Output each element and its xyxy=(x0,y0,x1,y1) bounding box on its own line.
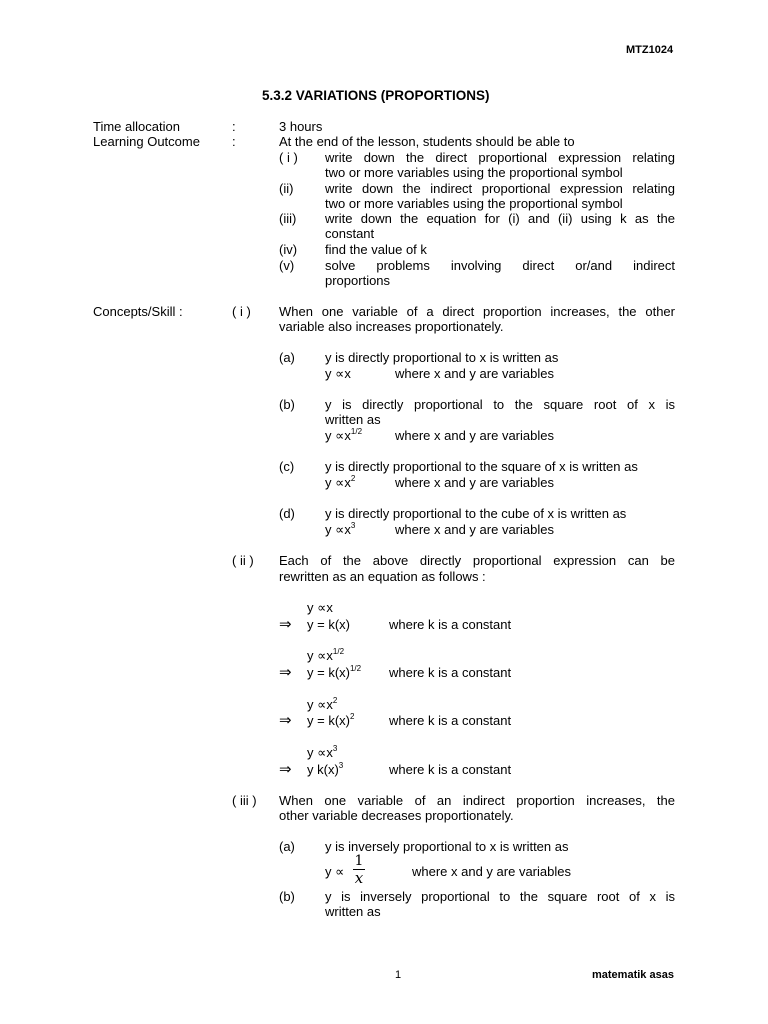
variables-note: where x and y are variables xyxy=(412,864,571,879)
fraction-numerator: 1 xyxy=(354,853,364,869)
item-text: written as xyxy=(325,412,381,427)
section-text: other variable decreases proportionately. xyxy=(279,808,514,823)
outcome-line: find the value of k xyxy=(325,242,427,257)
equation: $y = k(x)^2$ xyxy=(307,711,355,728)
implies-arrow: ⇒ xyxy=(279,712,292,729)
time-allocation-colon: : xyxy=(232,119,236,134)
proportion-expression: $y \propto x^{1/2}$ xyxy=(325,426,363,443)
fraction-denominator: x xyxy=(354,869,364,887)
section-text: When one variable of an indirect proportion increases, the xyxy=(279,793,675,808)
learning-outcome-intro: At the end of the lesson, students should be able to xyxy=(279,134,575,149)
implies-arrow: ⇒ xyxy=(279,761,292,778)
item-letter: (a) xyxy=(279,350,295,365)
item-text: y is directly proportional to the square root of x is xyxy=(325,397,675,412)
concepts-label: Concepts/Skill : xyxy=(93,304,183,319)
equation: y $k(x)^3$ xyxy=(307,760,344,777)
variables-note: where x and y are variables xyxy=(395,366,554,381)
outcome-line: two or more variables using the proportional symbol xyxy=(325,196,623,211)
item-text: y is inversely proportional to x is written as xyxy=(325,839,569,854)
page-title: 5.3.2 VARIATIONS (PROPORTIONS) xyxy=(262,88,490,103)
outcome-num: (iv) xyxy=(279,242,298,257)
section-text: Each of the above directly proportional expression can be xyxy=(279,553,675,568)
footer-brand: matematik asas xyxy=(592,969,674,981)
variables-note: where x and y are variables xyxy=(395,475,554,490)
section-num: ( ii ) xyxy=(232,553,254,568)
item-text: y is inversely proportional to the square root of x is xyxy=(325,889,675,904)
document-code: MTZ1024 xyxy=(626,44,674,56)
item-text: y is directly proportional to x is written as xyxy=(325,350,559,365)
proportion-expression: $y \propto x^2$ xyxy=(307,695,338,712)
constant-note: where k is a constant xyxy=(389,762,512,777)
outcome-line: write down the equation for (i) and (ii) using k as the xyxy=(325,211,675,226)
implies-arrow: ⇒ xyxy=(279,664,292,681)
outcome-line: write down the direct proportional expression relating xyxy=(325,150,675,165)
outcome-line: two or more variables using the proportional symbol xyxy=(325,165,623,180)
proportion-expression: $y \propto x^2$ xyxy=(325,473,356,490)
variables-note: where x and y are variables xyxy=(395,428,554,443)
item-text: written as xyxy=(325,904,381,919)
item-letter: (a) xyxy=(279,839,295,854)
implies-arrow: ⇒ xyxy=(279,616,292,633)
item-letter: (d) xyxy=(279,506,295,521)
outcome-num: (ii) xyxy=(279,181,294,196)
outcome-line: write down the indirect proportional expression relating xyxy=(325,181,675,196)
proportion-expression: $y \propto x^3$ xyxy=(307,743,338,760)
page-number: 1 xyxy=(395,969,402,981)
time-allocation-label: Time allocation xyxy=(93,119,180,134)
section-text: variable also increases proportionately. xyxy=(279,319,504,334)
section-text: When one variable of a direct proportion increases, the other xyxy=(279,304,675,319)
learning-outcome-colon: : xyxy=(232,134,236,149)
item-text: y is directly proportional to the cube of x is written as xyxy=(325,506,627,521)
constant-note: where k is a constant xyxy=(389,713,512,728)
item-letter: (b) xyxy=(279,397,295,412)
outcome-line: solve problems involving direct or/and indirect xyxy=(325,258,675,273)
proportion-expression: y ∝ xyxy=(325,864,345,879)
outcome-line: constant xyxy=(325,226,375,241)
outcome-num: (v) xyxy=(279,258,295,273)
equation: y = k(x) xyxy=(307,617,350,632)
time-allocation-value: 3 hours xyxy=(279,119,323,134)
outcome-num: (iii) xyxy=(279,211,297,226)
proportion-expression: y ∝x xyxy=(307,600,333,615)
proportion-expression: y ∝x xyxy=(325,366,351,381)
section-num: ( iii ) xyxy=(232,793,257,808)
item-text: y is directly proportional to the square of x is written as xyxy=(325,459,638,474)
fraction xyxy=(352,853,366,886)
proportion-expression: $y \propto x^{1/2}$ xyxy=(307,646,345,663)
outcome-num: ( i ) xyxy=(279,150,298,165)
item-letter: (c) xyxy=(279,459,295,474)
equation: $y = k(x)^{1/2}$ xyxy=(307,663,362,680)
section-num: ( i ) xyxy=(232,304,251,319)
outcome-line: proportions xyxy=(325,273,391,288)
learning-outcome-label: Learning Outcome xyxy=(93,134,200,149)
section-text: rewritten as an equation as follows : xyxy=(279,569,486,584)
variables-note: where x and y are variables xyxy=(395,522,554,537)
constant-note: where k is a constant xyxy=(389,617,512,632)
item-letter: (b) xyxy=(279,889,295,904)
constant-note: where k is a constant xyxy=(389,665,512,680)
proportion-expression: $y \propto x^3$ xyxy=(325,520,356,537)
